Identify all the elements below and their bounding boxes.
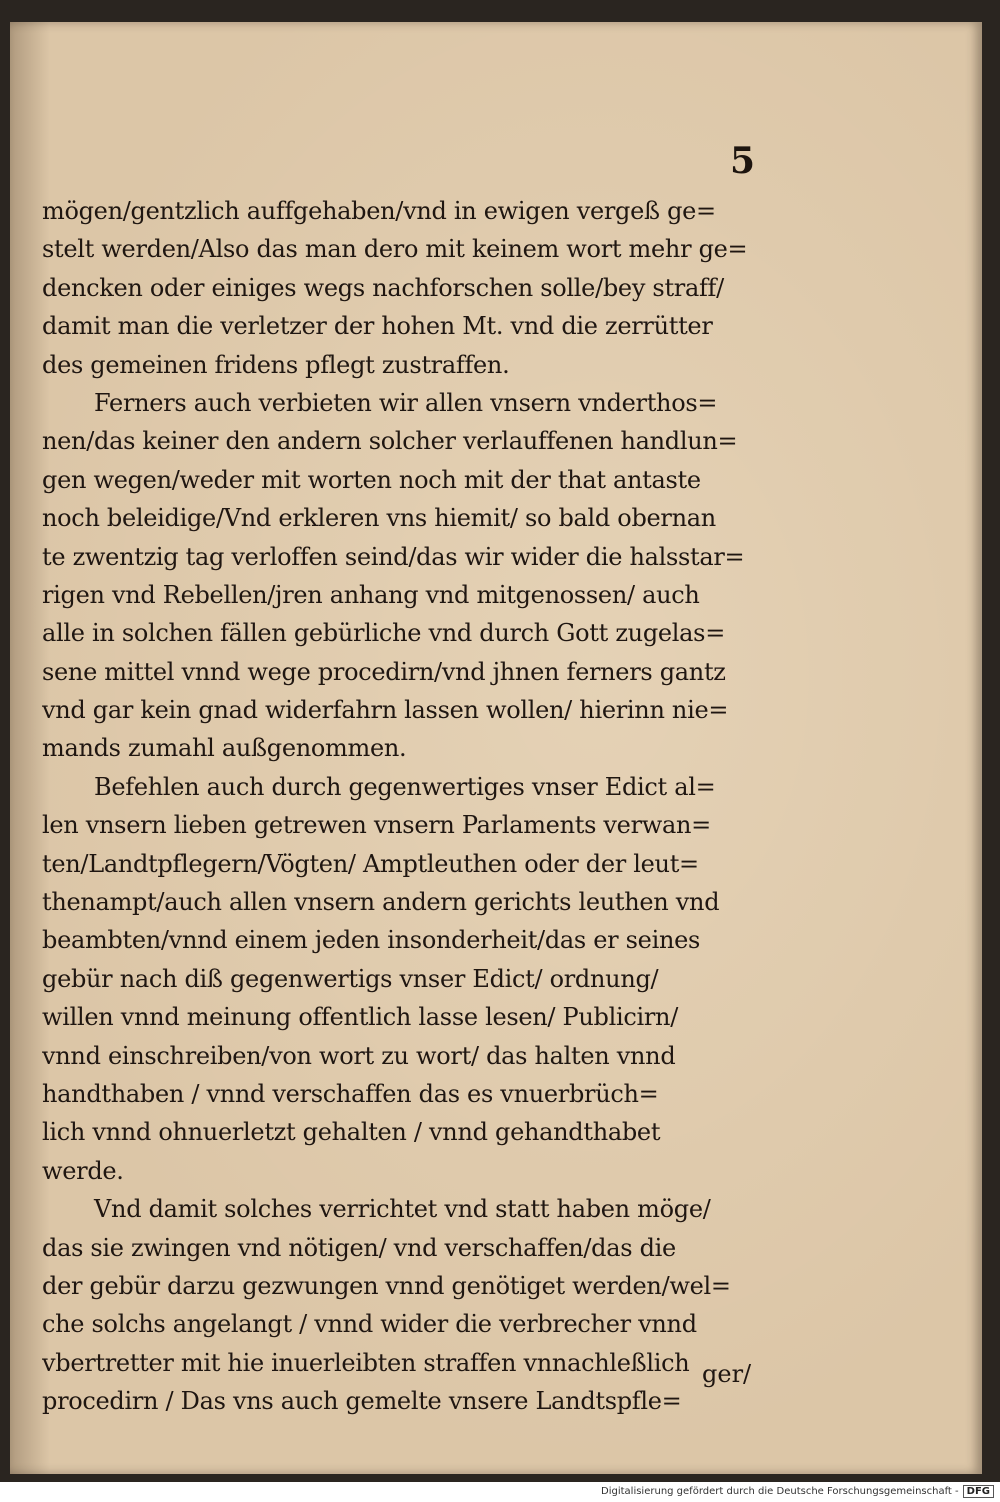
text-line: dencken oder einiges wegs nachforschen solle/bey straff/ <box>42 273 724 302</box>
text-line: len vnsern lieben getrewen vnsern Parlaments verwan= <box>42 811 711 840</box>
text-line: Befehlen auch durch gegenwertiges vnser Edict al= <box>94 772 716 801</box>
text-line: willen vnnd meinung offentlich lasse lesen/ Publicirn/ <box>42 1003 678 1032</box>
footer-credit-text: Digitalisierung gefördert durch die Deutsche Forschungsgemeinschaft - <box>601 1485 959 1497</box>
text-line: stelt werden/Also das man dero mit keinem wort mehr ge= <box>42 235 748 264</box>
text-line: gebür nach diß gegenwertigs vnser Edict/ ordnung/ <box>42 964 659 993</box>
page-number: 5 <box>730 140 756 182</box>
text-line: vnnd einschreiben/von wort zu wort/ das halten vnnd <box>42 1041 676 1070</box>
text-line: noch beleidige/Vnd erkleren vns hiemit/ so bald obernan <box>42 504 716 533</box>
text-line: alle in solchen fällen gebürliche vnd durch Gott zugelas= <box>42 619 726 648</box>
text-line: gen wegen/weder mit worten noch mit der that antaste <box>42 465 701 494</box>
text-line: das sie zwingen vnd nötigen/ vnd verschaffen/das die <box>42 1233 676 1262</box>
catchword: ger/ <box>702 1360 752 1388</box>
text-line: werde. <box>42 1156 124 1185</box>
text-line: Vnd damit solches verrichtet vnd statt haben möge/ <box>94 1195 711 1224</box>
text-line: thenampt/auch allen vnsern andern gerichts leuthen vnd <box>42 888 720 917</box>
text-line: lich vnnd ohnuerletzt gehalten / vnnd gehandthabet <box>42 1118 661 1147</box>
text-line: nen/das keiner den andern solcher verlauffenen handlun= <box>42 427 738 456</box>
text-line: des gemeinen fridens pflegt zustraffen. <box>42 350 510 379</box>
text-line: che solchs angelangt / vnnd wider die verbrecher vnnd <box>42 1310 697 1339</box>
text-line: handthaben / vnnd verschaffen das es vnuerbrüch= <box>42 1079 659 1108</box>
text-line: beambten/vnnd einem jeden insonderheit/das er seines <box>42 926 701 955</box>
text-line: damit man die verletzer der hohen Mt. vnd die zerrütter <box>42 312 713 341</box>
dfg-logo: DFG <box>963 1485 994 1498</box>
text-line: te zwentzig tag verloffen seind/das wir wider die halsstar= <box>42 542 745 571</box>
text-line: mands zumahl außgenommen. <box>42 734 407 763</box>
text-line: rigen vnd Rebellen/jren anhang vnd mitgenossen/ auch <box>42 580 700 609</box>
text-line: procedirn / Das vns auch gemelte vnsere Landtspfle= <box>42 1387 682 1416</box>
text-line: ten/Landtpflegern/Vögten/ Amptleuthen oder der leut= <box>42 849 699 878</box>
footer-credit <box>601 1482 994 1500</box>
text-line: vbertretter mit hie inuerleibten straffen vnnachleßlich <box>42 1348 690 1377</box>
text-line: der gebür darzu gezwungen vnnd genötiget werden/wel= <box>42 1271 731 1300</box>
text-block <box>42 192 772 1421</box>
text-line: Ferners auch verbieten wir allen vnsern vnderthos= <box>94 388 718 417</box>
text-line: mögen/gentzlich auffgehaben/vnd in ewigen vergeß ge= <box>42 197 716 225</box>
text-line: vnd gar kein gnad widerfahrn lassen wollen/ hierinn nie= <box>42 696 729 725</box>
book-page <box>10 22 982 1474</box>
text-line: sene mittel vnnd wege procedirn/vnd jhnen ferners gantz <box>42 657 726 686</box>
